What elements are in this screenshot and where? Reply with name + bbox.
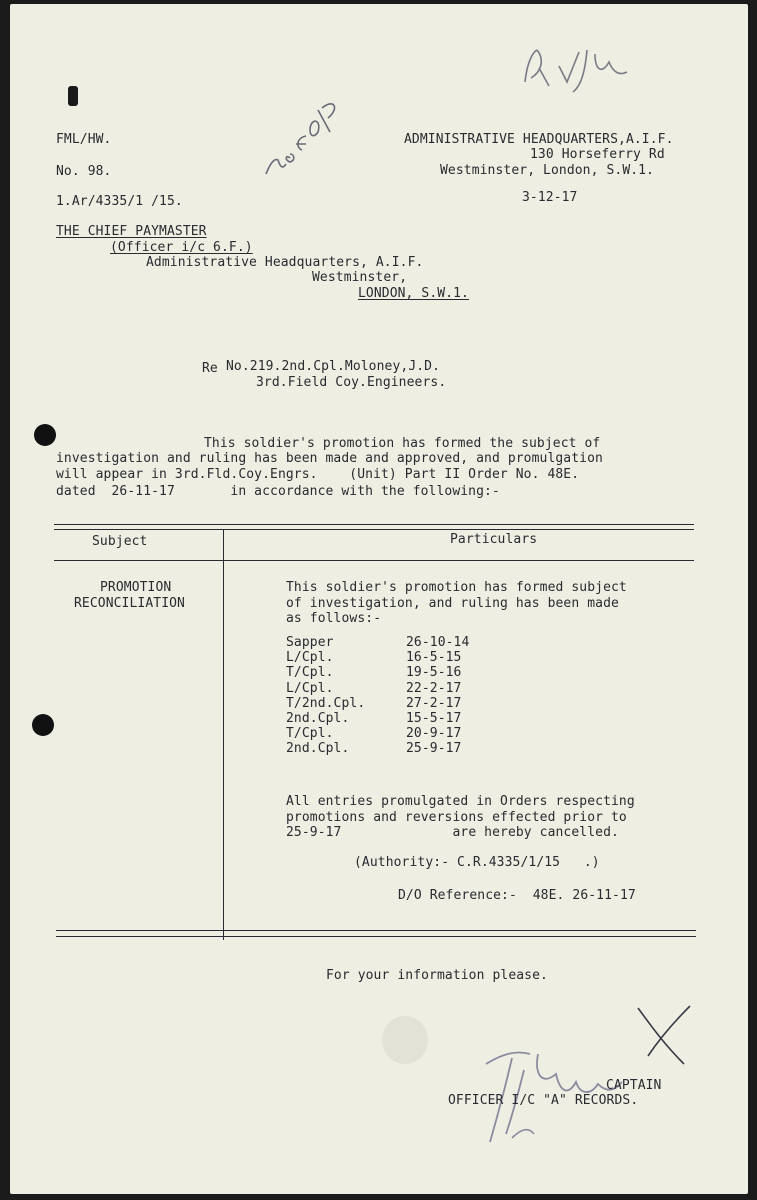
- file-reference: 1.Ar/4335/1 /15.: [56, 194, 183, 209]
- rank-date: 16-5-15: [406, 650, 462, 665]
- column-header-subject: Subject: [92, 534, 148, 549]
- rank-label: T/Cpl.: [286, 665, 334, 680]
- do-reference: D/O Reference:- 48E. 26-11-17: [398, 888, 636, 903]
- document-number: No. 98.: [56, 164, 112, 179]
- rank-label: T/2nd.Cpl.: [286, 696, 366, 711]
- intro-line1: This soldier's promotion has formed the subject of: [204, 436, 601, 451]
- signature-rank: CAPTAIN: [606, 1078, 662, 1093]
- org-address-street: 130 Horseferry Rd: [530, 147, 665, 162]
- rank-date: 19-5-16: [406, 665, 462, 680]
- particulars-para2-line1: All entries promulgated in Orders respecting: [286, 794, 635, 809]
- subject-promotion: PROMOTION: [100, 580, 172, 595]
- handwritten-initials-top: [515, 42, 645, 102]
- re-prefix: Re: [202, 361, 218, 376]
- table-top-rule-2: [54, 529, 694, 530]
- paper-smudge: [382, 1016, 428, 1064]
- subject-reconciliation: RECONCILIATION: [74, 596, 185, 611]
- rank-date: 22-2-17: [406, 681, 462, 696]
- addressee-line4: Westminster,: [312, 270, 408, 285]
- addressee-line1: THE CHIEF PAYMASTER: [56, 224, 207, 239]
- punch-hole-top: [34, 424, 56, 446]
- rank-date: 27-2-17: [406, 696, 462, 711]
- addressee-line3: Administrative Headquarters, A.I.F.: [146, 255, 424, 270]
- intro-line4: dated 26-11-17 in accordance with the following:-: [56, 484, 500, 499]
- org-name: ADMINISTRATIVE HEADQUARTERS,A.I.F.: [404, 132, 674, 147]
- particulars-para1-line3: as follows:-: [286, 611, 382, 626]
- rank-label: Sapper: [286, 635, 334, 650]
- re-soldier: No.219.2nd.Cpl.Moloney,J.D.: [226, 359, 441, 374]
- table-bottom-rule-1: [56, 930, 696, 931]
- particulars-para1-line1: This soldier's promotion has formed subject: [286, 580, 627, 595]
- closing-line: For your information please.: [326, 968, 548, 983]
- rank-label: 2nd.Cpl.: [286, 711, 350, 726]
- rank-label: L/Cpl.: [286, 681, 334, 696]
- punch-hole-bottom: [32, 714, 54, 736]
- handwritten-annotation-noedp: [260, 74, 360, 184]
- addressee-line5: LONDON, S.W.1.: [358, 286, 469, 301]
- rank-date: 20-9-17: [406, 726, 462, 741]
- table-header-rule: [54, 560, 694, 561]
- table-column-divider: [223, 529, 224, 940]
- addressee-line2: (Officer i/c 6.F.): [110, 240, 253, 255]
- letter-date: 3-12-17: [522, 190, 578, 205]
- reference-initials: FML/HW.: [56, 132, 112, 147]
- column-header-particulars: Particulars: [450, 532, 538, 547]
- intro-line2: investigation and ruling has been made and approved, and promulgation: [56, 451, 603, 466]
- ink-blot: [68, 86, 78, 106]
- rank-label: L/Cpl.: [286, 650, 334, 665]
- rank-date: 25-9-17: [406, 741, 462, 756]
- intro-line3: will appear in 3rd.Fld.Coy.Engrs. (Unit) Part II Order No. 48E.: [56, 467, 580, 482]
- particulars-para1-line2: of investigation, and ruling has been made: [286, 596, 619, 611]
- re-unit: 3rd.Field Coy.Engineers.: [256, 375, 447, 390]
- rank-label: 2nd.Cpl.: [286, 741, 350, 756]
- table-bottom-rule-2: [56, 936, 696, 937]
- signature-title: OFFICER I/C "A" RECORDS.: [448, 1093, 639, 1108]
- rank-label: T/Cpl.: [286, 726, 334, 741]
- particulars-para2-line2: promotions and reversions effected prior to: [286, 810, 627, 825]
- org-address-city: Westminster, London, S.W.1.: [440, 163, 655, 178]
- document-page: [10, 4, 748, 1194]
- particulars-para2-line3: 25-9-17 are hereby cancelled.: [286, 825, 619, 840]
- rank-date: 26-10-14: [406, 635, 470, 650]
- rank-date: 15-5-17: [406, 711, 462, 726]
- authority-reference: (Authority:- C.R.4335/1/15 .): [354, 855, 600, 870]
- table-top-rule-1: [54, 524, 694, 525]
